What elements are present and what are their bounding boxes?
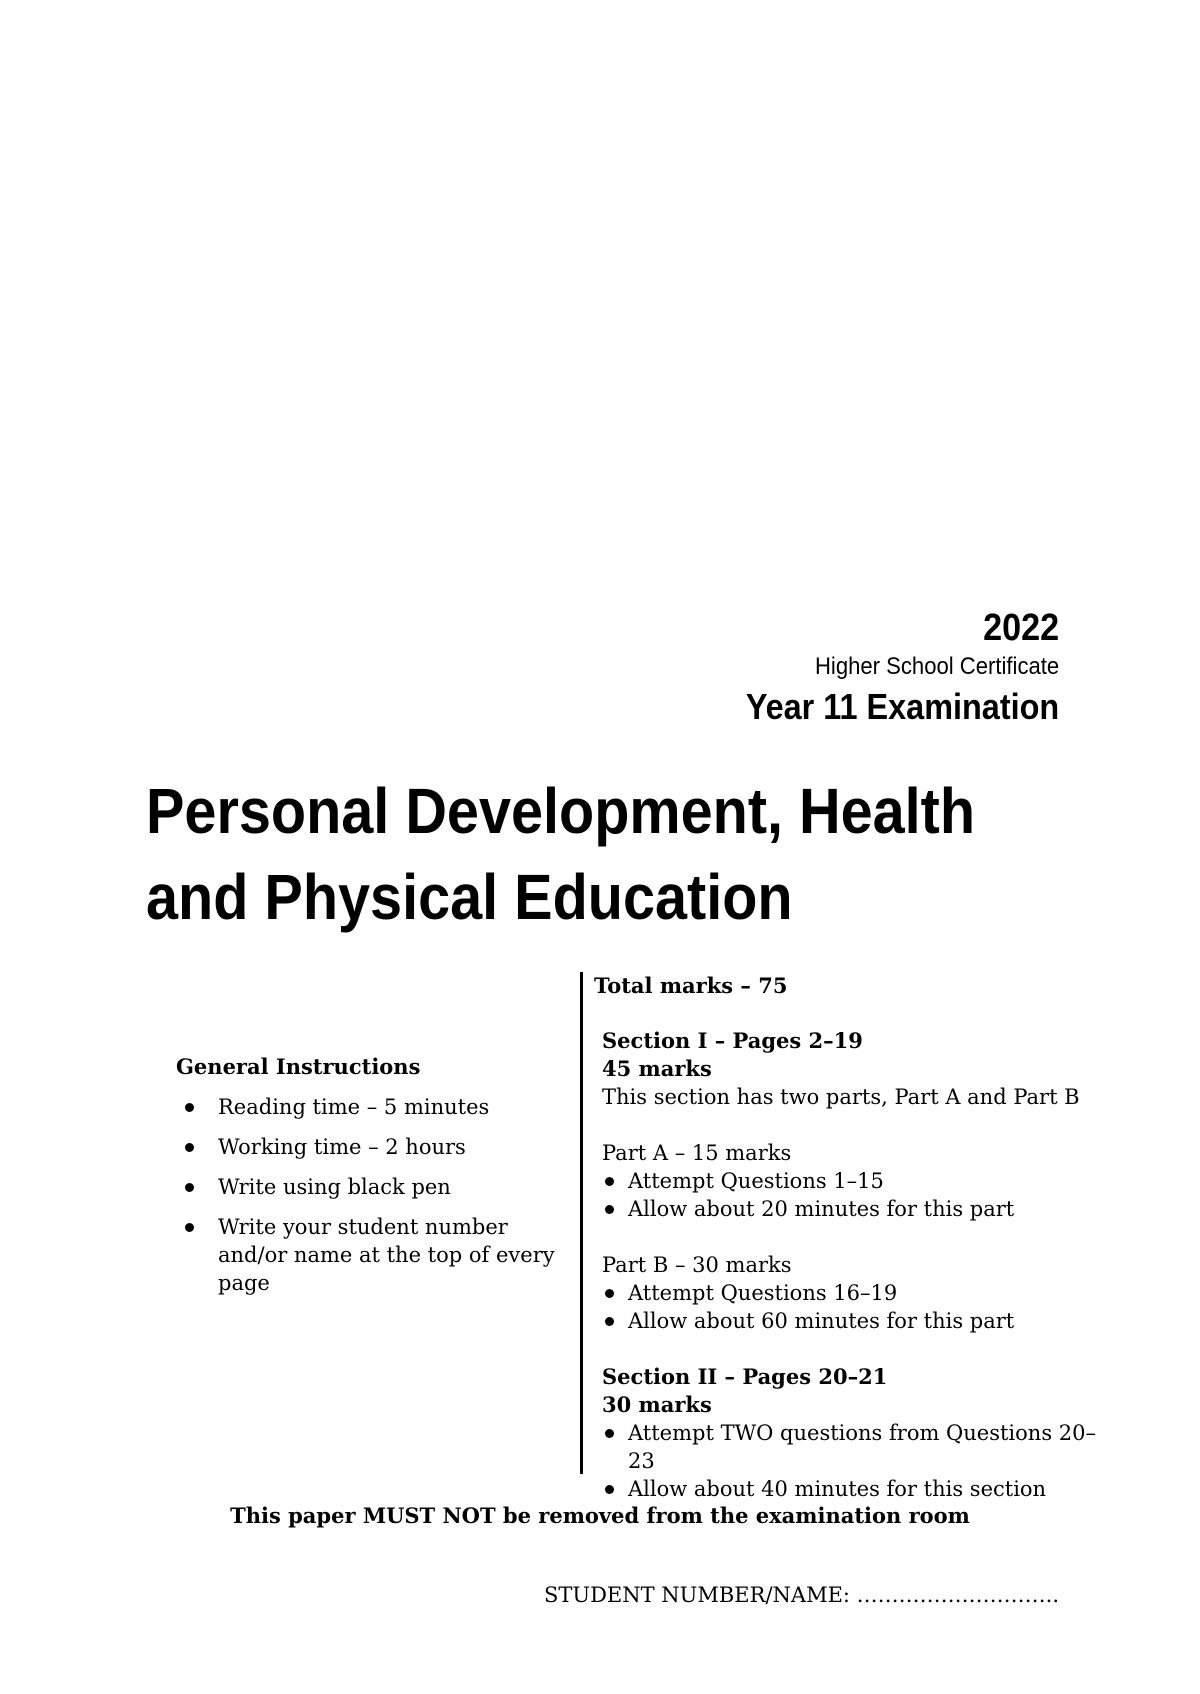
instruction-item: Write your student number and/or name at the top of every page <box>176 1213 566 1297</box>
section-1-title: Section I – Pages 2–19 <box>602 1028 863 1053</box>
bullet-icon <box>605 1317 614 1326</box>
section-2-title: Section II – Pages 20–21 <box>602 1364 888 1389</box>
subject-title-line-2: and Physical Education <box>146 861 793 933</box>
instruction-item: Working time – 2 hours <box>176 1133 566 1161</box>
exam-title: Year 11 Examination <box>745 686 1059 727</box>
column-divider <box>580 972 583 1474</box>
part-a-title: Part A – 15 marks <box>602 1141 792 1165</box>
certificate-name: Higher School Certificate <box>814 653 1059 680</box>
exam-year: 2022 <box>982 607 1059 649</box>
part-b-item: Attempt Questions 16–19 <box>602 1279 1102 1307</box>
student-number-name-field[interactable]: STUDENT NUMBER/NAME: ……………………….. <box>543 1583 1059 1607</box>
subject-title-line-1: Personal Development, Health <box>146 775 976 847</box>
marks-breakdown <box>602 1027 1102 1503</box>
instructions-heading: General Instructions <box>176 1054 421 1079</box>
section-1-description: This section has two parts, Part A and Part B <box>602 1085 1080 1109</box>
bullet-icon <box>605 1177 614 1186</box>
instruction-item: Write using black pen <box>176 1173 566 1201</box>
bullet-icon <box>605 1289 614 1298</box>
section-2-marks: 30 marks <box>602 1392 712 1417</box>
bullet-icon <box>605 1205 614 1214</box>
section-2-item: Attempt TWO questions from Questions 20–23 <box>602 1419 1102 1475</box>
instruction-item: Reading time – 5 minutes <box>176 1093 566 1121</box>
part-a-item: Attempt Questions 1–15 <box>602 1167 1102 1195</box>
bullet-icon <box>185 1223 194 1232</box>
bullet-icon <box>185 1103 194 1112</box>
part-b-title: Part B – 30 marks <box>602 1253 792 1277</box>
bullet-icon <box>185 1183 194 1192</box>
exam-header <box>711 606 1059 728</box>
bullet-icon <box>605 1485 614 1494</box>
bullet-icon <box>185 1143 194 1152</box>
bullet-icon <box>605 1429 614 1438</box>
general-instructions <box>176 1053 566 1309</box>
removal-notice: This paper MUST NOT be removed from the examination room <box>230 1503 970 1528</box>
section-2-item: Allow about 40 minutes for this section <box>602 1475 1102 1503</box>
subject-title <box>146 768 975 940</box>
total-marks: Total marks – 75 <box>594 973 788 998</box>
part-a-item: Allow about 20 minutes for this part <box>602 1195 1102 1223</box>
section-1-marks: 45 marks <box>602 1056 712 1081</box>
part-b-item: Allow about 60 minutes for this part <box>602 1307 1102 1335</box>
